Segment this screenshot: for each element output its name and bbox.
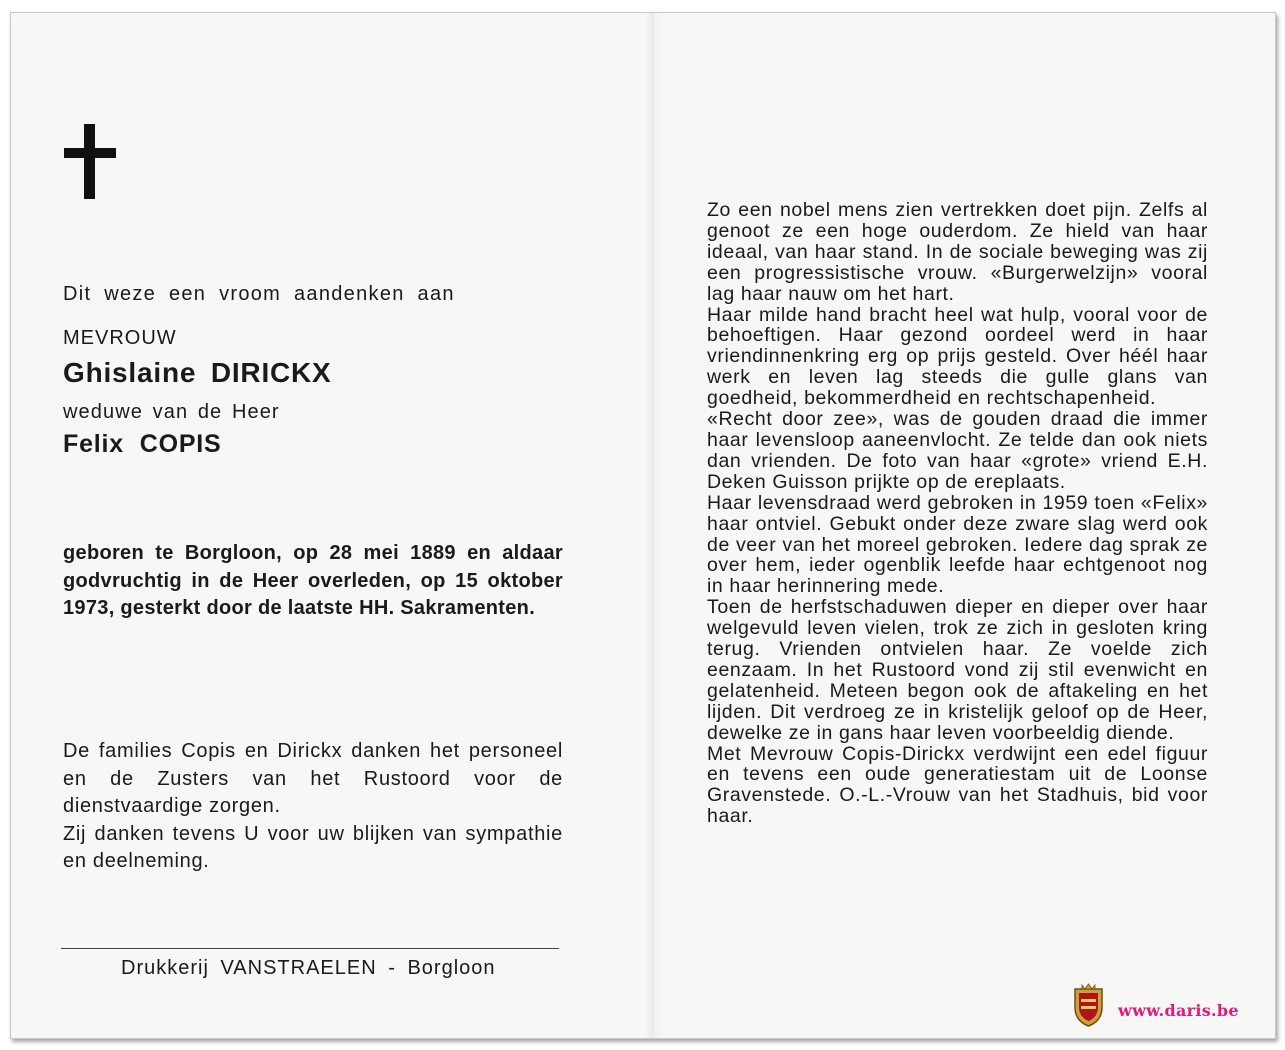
husband-name: Felix COPIS: [63, 430, 222, 458]
birth-death-text: geboren te Borgloon, op 28 mei 1889 en aldaar godvruchtig in de Heer overleden, op 15 oktober 1973, gesterkt door de laatste HH. Sakramenten.: [63, 542, 563, 619]
memorial-card: [10, 12, 1276, 1039]
right-panel: [663, 13, 1275, 1038]
crest-logo-icon: [1071, 983, 1106, 1027]
thanks-paragraph: Zij danken tevens U voor uw blijken van sympathie en deelneming.: [63, 822, 563, 872]
tribute-paragraph: Toen de herfstschaduwen dieper en dieper over haar welgevuld leven vielen, trok ze zich in gesloten kring terug. Vrienden ontvielen haar. Ze voelde zich eenzaam. In het Rustoord vond zij stil evenwicht en gelatenheid. Meteen begon ook de aftakeling en het lijden. Dit verdroeg ze in kristelijk geloof op de Heer, dewelke ze in gans haar leven voorbeeldig diende.: [707, 596, 1208, 744]
divider: [61, 948, 559, 949]
tribute-paragraph: Haar milde hand bracht heel wat hulp, vooral voor de behoeftigen. Haar gezond oordeel werd in haar vriendinnenkring erg op prijs gesteld. Over héél haar werk en leven lag steeds die gulle glans van goedheid, bekommerdheid en rechtschapenheid.: [707, 303, 1208, 410]
left-panel: [11, 13, 645, 1038]
thanks-text: [63, 738, 563, 876]
intro-line: Dit weze een vroom aandenken aan: [63, 283, 455, 305]
deceased-name: Ghislaine DIRICKX: [63, 357, 332, 388]
widow-line: weduwe van de Heer: [63, 401, 280, 423]
tribute-paragraph: Haar levensdraad werd gebroken in 1959 toen «Felix» haar ontviel. Gebukt onder deze zware slag werd ook de veer van het moreel gebroken. Iedere dag sprak ze over hem, ieder ogenblik leefde haar echtgenoot nog in haar herinnering mede.: [707, 491, 1208, 598]
fold-crease: [645, 13, 663, 1038]
tribute-paragraph: Met Mevrouw Copis-Dirickx verdwijnt een edel figuur en tevens een oude generatiestam uit de Loonse Gravenstede. O.-L.-Vrouw van het Stadhuis, bid voor haar.: [707, 742, 1208, 828]
printer-credit: Drukkerij VANSTRAELEN - Borgloon: [121, 957, 496, 979]
honorific: MEVROUW: [63, 327, 177, 349]
watermark-link[interactable]: www.daris.be: [1118, 1001, 1239, 1020]
thanks-paragraph: De families Copis en Dirickx danken het personeel en de Zusters van het Rustoord voor de dienstvaardige zorgen.: [63, 740, 563, 817]
tribute-text: [707, 200, 1208, 827]
tribute-paragraph: «Recht door zee», was de gouden draad die immer haar levensloop aaneenvlocht. Ze telde dan ook niets dan vrienden. De foto van haar «grote» vriend E.H. Deken Guisson prijkte op de ereplaats.: [707, 408, 1208, 493]
tribute-paragraph: Zo een nobel mens zien vertrekken doet pijn. Zelfs al genoot ze een hoge ouderdom. Ze hield van haar ideaal, van haar stand. In de sociale beweging was zij een progressistische vrouw. «Burgerwelzijn» vooral lag haar nauw om het hart.: [707, 199, 1208, 305]
cross-icon: [64, 124, 116, 199]
